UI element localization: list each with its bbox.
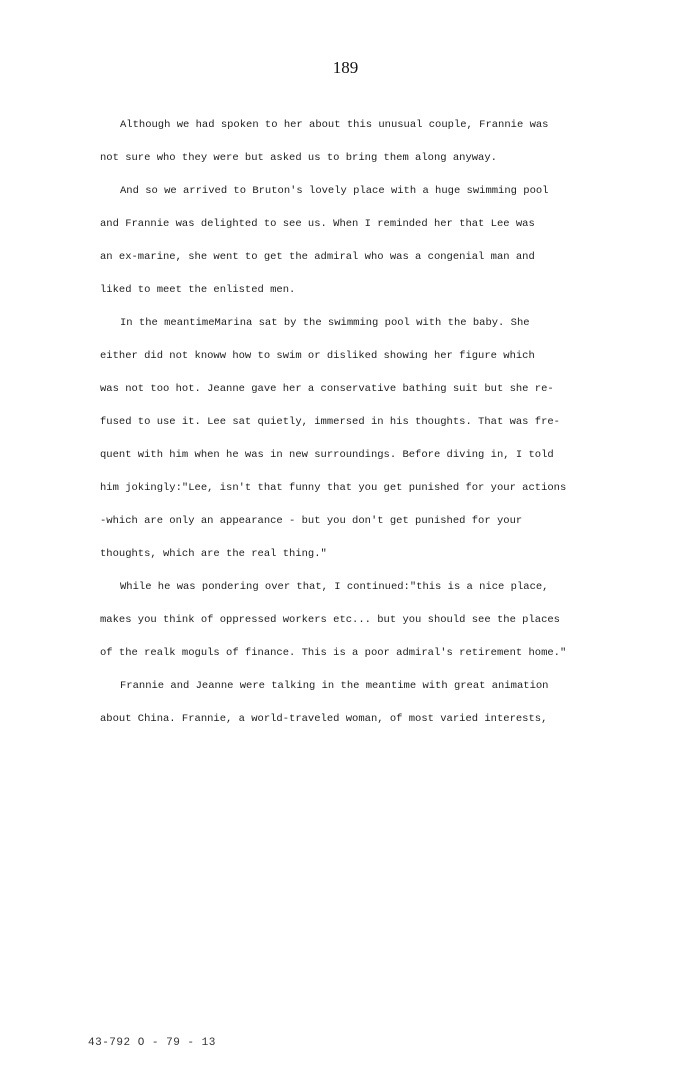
- text-line: of the realk moguls of finance. This is a poor admiral's retirement home.": [100, 647, 567, 659]
- text-line: In the meantimeMarina sat by the swimming pool with the baby. She: [120, 317, 530, 329]
- text-line: thoughts, which are the real thing.": [100, 548, 327, 560]
- text-line: was not too hot. Jeanne gave her a conservative bathing suit but she re-: [100, 383, 554, 395]
- text-line: liked to meet the enlisted men.: [100, 284, 296, 296]
- footer-code: 43-792 O - 79 - 13: [88, 1037, 216, 1049]
- text-line: While he was pondering over that, I continued:"this is a nice place,: [120, 581, 549, 593]
- text-line: not sure who they were but asked us to bring them along anyway.: [100, 152, 497, 164]
- text-line: him jokingly:"Lee, isn't that funny that you get punished for your actions: [100, 482, 567, 494]
- text-line: And so we arrived to Bruton's lovely place with a huge swimming pool: [120, 185, 549, 197]
- text-line: -which are only an appearance - but you don't get punished for your: [100, 515, 523, 527]
- text-line: Although we had spoken to her about this unusual couple, Frannie was: [120, 119, 549, 131]
- page-number: 189: [332, 58, 359, 77]
- text-line: Frannie and Jeanne were talking in the meantime with great animation: [120, 680, 549, 692]
- text-line: quent with him when he was in new surroundings. Before diving in, I told: [100, 449, 554, 461]
- text-line: makes you think of oppressed workers etc... but you should see the places: [100, 614, 560, 626]
- body-text: [100, 109, 600, 736]
- text-line: an ex-marine, she went to get the admiral who was a congenial man and: [100, 251, 535, 263]
- text-line: and Frannie was delighted to see us. When I reminded her that Lee was: [100, 218, 535, 230]
- text-line: about China. Frannie, a world-traveled woman, of most varied interests,: [100, 713, 548, 725]
- text-line: either did not knoww how to swim or disliked showing her figure which: [100, 350, 535, 362]
- text-line: fused to use it. Lee sat quietly, immersed in his thoughts. That was fre-: [100, 416, 560, 428]
